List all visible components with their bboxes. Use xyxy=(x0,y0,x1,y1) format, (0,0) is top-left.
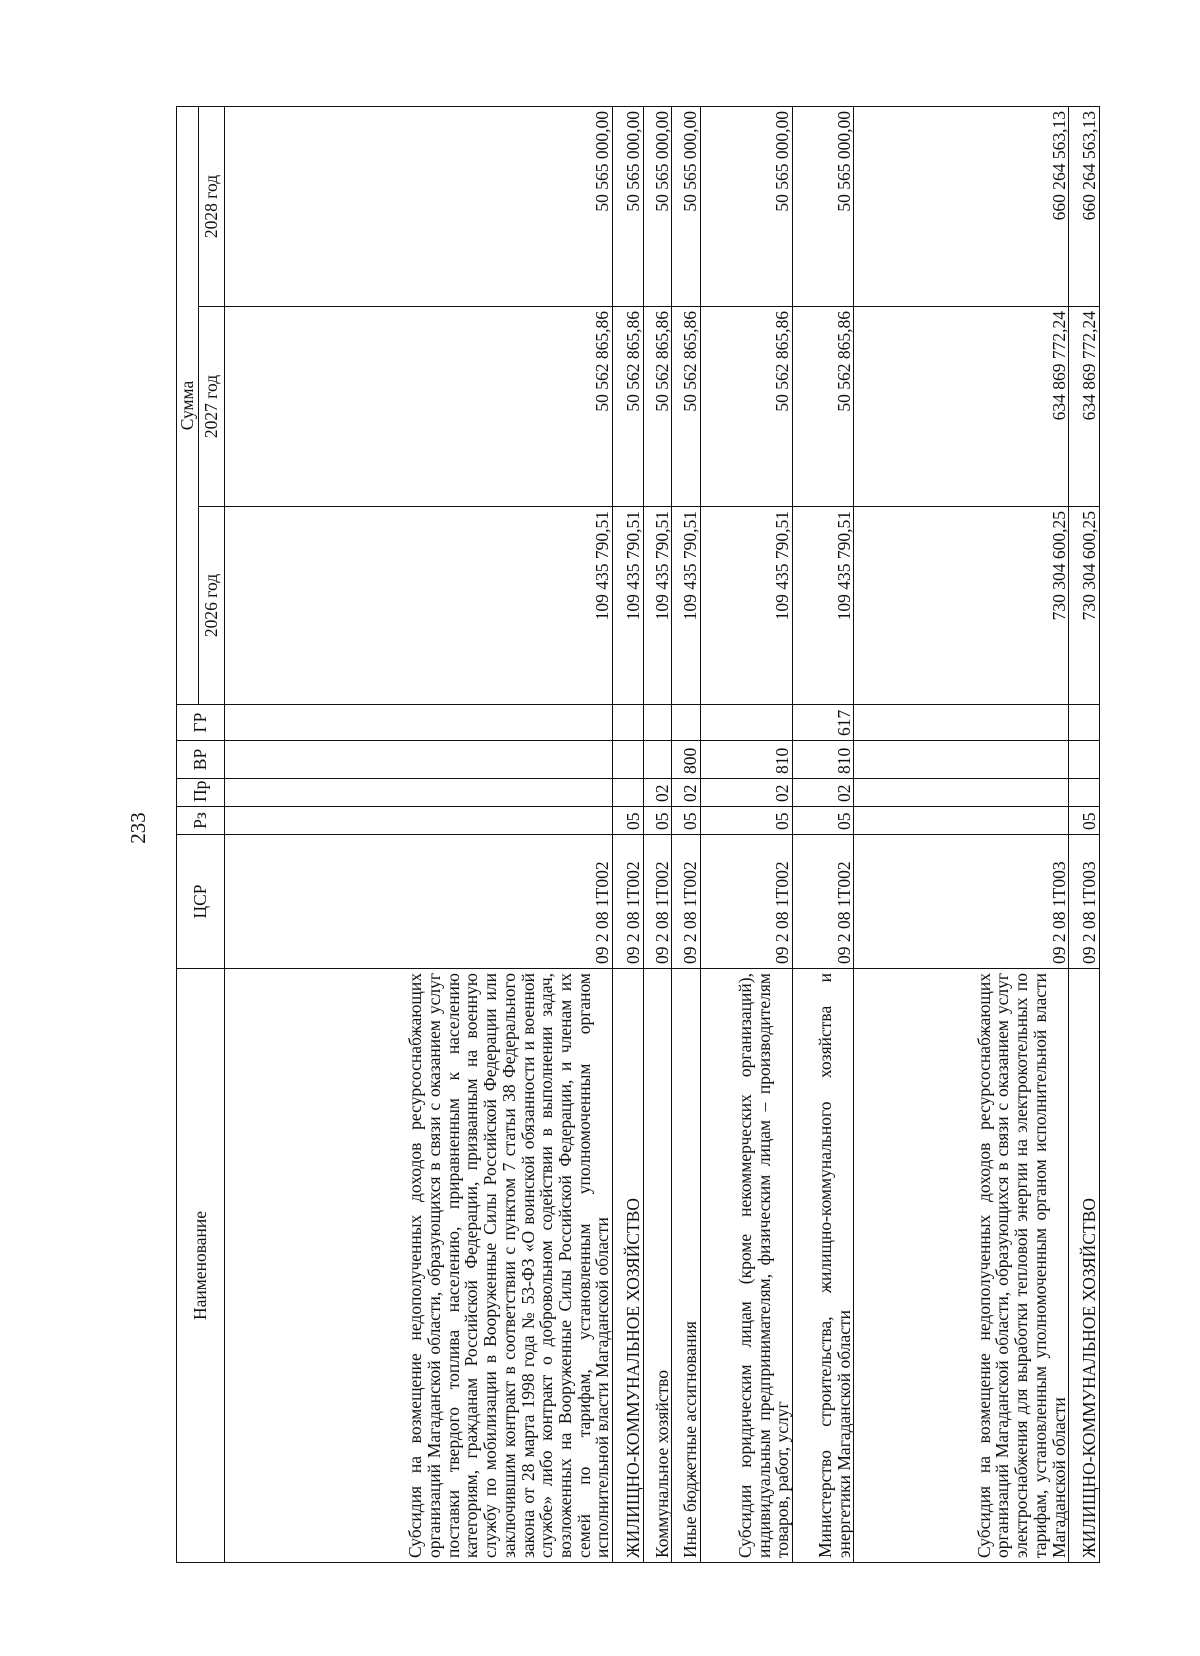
row-name: Министерство строительства, жилищно-коммунального хозяйства и энергетики Магаданской области xyxy=(792,969,853,1563)
row-gr xyxy=(643,705,672,741)
row-2026: 109 435 790,51 xyxy=(613,507,644,705)
row-csr: 09 2 08 1Т002 xyxy=(225,835,613,969)
row-csr: 09 2 08 1Т003 xyxy=(1069,835,1100,969)
row-2027: 634 869 772,24 xyxy=(1069,307,1100,507)
row-2028: 50 565 000,00 xyxy=(225,106,613,306)
row-name: Субсидия на возмещение недополученных доходов ресурсоснабжающих организаций Магаданской области, образующихся в связи с оказанием услуг поставки твердого топлива населению, приравненным к населению категориям, гражданам Российской Федерации, призванным на военную службу по мобилизации в Вооруженные Силы Российской Федерации или заключившим контракт в соответствии с пунктом 7 статьи 38 Федерального закона от 28 марта 1998 года № 53-ФЗ «О воинской обязанности и военной службе» либо контракт о добровольном содействии в выполнении задач, возложенных на Вооруженные Силы Российской Федерации, и членам их семей по тарифам, установленным уполномоченным органом исполнительной власти Магаданской области xyxy=(225,969,613,1563)
row-name: ЖИЛИЩНО-КОММУНАЛЬНОЕ ХОЗЯЙСТВО xyxy=(613,969,644,1563)
row-rz: 05 xyxy=(613,807,644,835)
row-pr: 02 xyxy=(700,779,792,807)
table-row xyxy=(854,106,1069,1562)
row-gr xyxy=(854,705,1069,741)
table-row xyxy=(700,106,792,1562)
row-rz xyxy=(225,807,613,835)
row-rz: 05 xyxy=(643,807,672,835)
row-rz: 05 xyxy=(672,807,701,835)
row-name: Иные бюджетные ассигнования xyxy=(672,969,701,1563)
row-rz: 05 xyxy=(700,807,792,835)
row-2027: 50 562 865,86 xyxy=(792,307,853,507)
table-row xyxy=(792,106,853,1562)
row-csr: 09 2 08 1Т003 xyxy=(854,835,1069,969)
header-gr: ГР xyxy=(177,705,225,741)
header-sum: Сумма xyxy=(177,106,199,704)
row-gr xyxy=(700,705,792,741)
row-name: Субсидии юридическим лицам (кроме некоммерческих организаций), индивидуальным предпринимателям, физическим лицам – производителям товаров, работ, услуг xyxy=(700,969,792,1563)
row-2027: 634 869 772,24 xyxy=(854,307,1069,507)
row-rz: 05 xyxy=(1069,807,1100,835)
row-vr: 810 xyxy=(700,741,792,779)
row-2028: 50 565 000,00 xyxy=(613,106,644,306)
row-csr: 09 2 08 1Т002 xyxy=(672,835,701,969)
row-vr xyxy=(1069,741,1100,779)
row-2027: 50 562 865,86 xyxy=(613,307,644,507)
row-2026: 730 304 600,25 xyxy=(1069,507,1100,705)
table-row xyxy=(672,106,701,1562)
header-rz: Рз xyxy=(177,807,225,835)
rotated-table-wrapper xyxy=(176,107,1100,1563)
table-row xyxy=(643,106,672,1562)
row-2026: 109 435 790,51 xyxy=(225,507,613,705)
row-vr xyxy=(643,741,672,779)
row-2028: 50 565 000,00 xyxy=(643,106,672,306)
header-year-2026: 2026 год xyxy=(199,507,225,705)
header-year-2028: 2028 год xyxy=(199,106,225,306)
header-year-2027: 2027 год xyxy=(199,307,225,507)
table-row xyxy=(225,106,613,1562)
header-name: Наименование xyxy=(177,969,225,1563)
row-2026: 109 435 790,51 xyxy=(643,507,672,705)
row-2027: 50 562 865,86 xyxy=(700,307,792,507)
row-rz xyxy=(854,807,1069,835)
row-2027: 50 562 865,86 xyxy=(225,307,613,507)
row-name: ЖИЛИЩНО-КОММУНАЛЬНОЕ ХОЗЯЙСТВО xyxy=(1069,969,1100,1563)
row-2026: 730 304 600,25 xyxy=(854,507,1069,705)
row-2027: 50 562 865,86 xyxy=(643,307,672,507)
header-csr: ЦСР xyxy=(177,835,225,969)
row-2028: 50 565 000,00 xyxy=(792,106,853,306)
row-name: Коммунальное хозяйство xyxy=(643,969,672,1563)
row-gr xyxy=(225,705,613,741)
row-2028: 660 264 563,13 xyxy=(854,106,1069,306)
row-2027: 50 562 865,86 xyxy=(672,307,701,507)
row-vr: 800 xyxy=(672,741,701,779)
row-vr xyxy=(225,741,613,779)
row-pr: 02 xyxy=(643,779,672,807)
row-csr: 09 2 08 1Т002 xyxy=(700,835,792,969)
row-name: Субсидия на возмещение недополученных доходов ресурсоснабжающих организаций Магаданской области, образующихся в связи с оказанием услуг электроснабжения для выработки тепловой энергии на электрокотельных по тарифам, установленным уполномоченным органом исполнительной власти Магаданской области xyxy=(854,969,1069,1563)
row-gr xyxy=(613,705,644,741)
row-csr: 09 2 08 1Т002 xyxy=(643,835,672,969)
row-csr: 09 2 08 1Т002 xyxy=(792,835,853,969)
header-pr: Пр xyxy=(177,779,225,807)
row-2026: 109 435 790,51 xyxy=(792,507,853,705)
header-vr: ВР xyxy=(177,741,225,779)
row-gr xyxy=(672,705,701,741)
row-pr xyxy=(613,779,644,807)
row-pr: 02 xyxy=(672,779,701,807)
row-2028: 50 565 000,00 xyxy=(700,106,792,306)
row-pr xyxy=(1069,779,1100,807)
table-row xyxy=(613,106,644,1562)
row-gr xyxy=(1069,705,1100,741)
row-rz: 05 xyxy=(792,807,853,835)
table-row xyxy=(1069,106,1100,1562)
row-2028: 50 565 000,00 xyxy=(672,106,701,306)
row-vr xyxy=(854,741,1069,779)
row-vr: 810 xyxy=(792,741,853,779)
row-gr: 617 xyxy=(792,705,853,741)
row-pr xyxy=(225,779,613,807)
row-2028: 660 264 563,13 xyxy=(1069,106,1100,306)
row-vr xyxy=(613,741,644,779)
budget-table xyxy=(176,106,1100,1563)
row-2026: 109 435 790,51 xyxy=(672,507,701,705)
row-pr: 02 xyxy=(792,779,853,807)
row-csr: 09 2 08 1Т002 xyxy=(613,835,644,969)
header-row-top xyxy=(177,106,199,1562)
page-number: 233 xyxy=(126,812,150,844)
row-pr xyxy=(854,779,1069,807)
row-2026: 109 435 790,51 xyxy=(700,507,792,705)
